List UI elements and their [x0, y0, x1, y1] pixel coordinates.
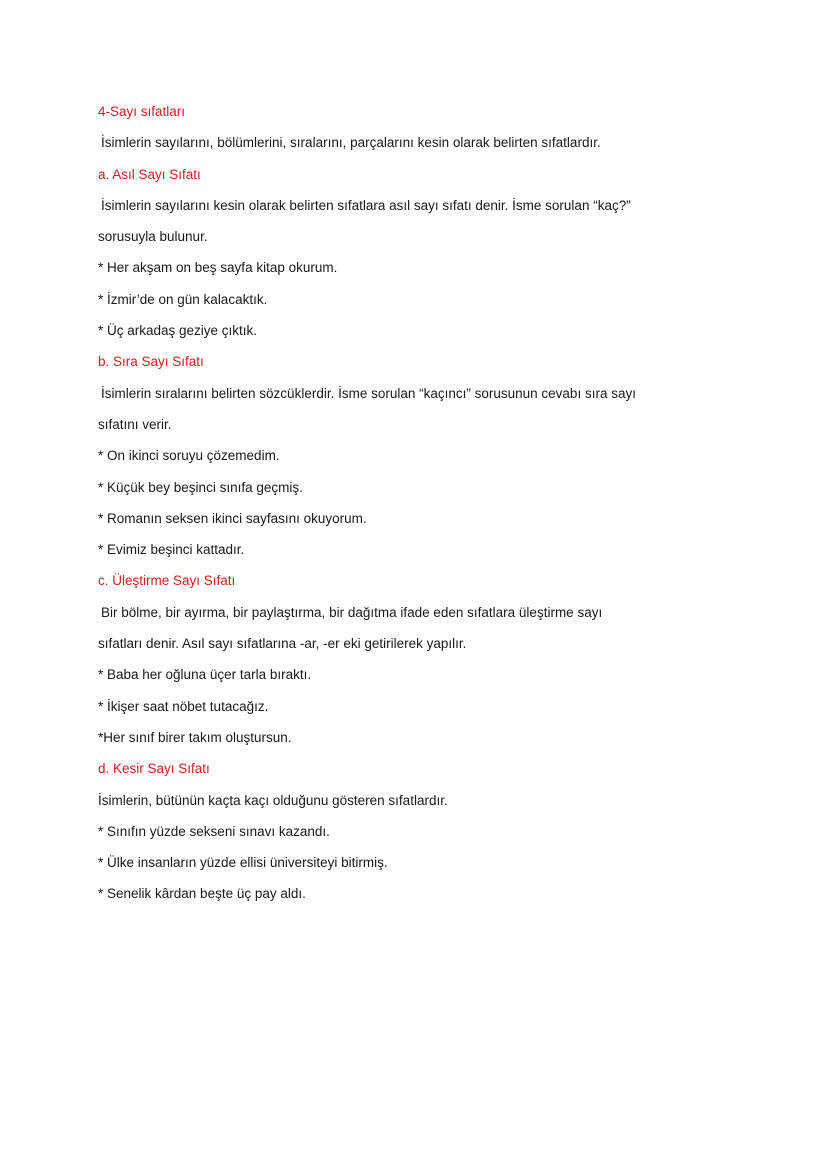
example-line: * Sınıfın yüzde sekseni sınavı kazandı. [98, 823, 330, 839]
paragraph-line: sıfatını verir. [98, 416, 172, 432]
example-line: * Evimiz beşinci kattadır. [98, 542, 245, 558]
example-line: * Her akşam on beş sayfa kitap okurum. [98, 260, 338, 276]
example-line: * Baba her oğluna üçer tarla bıraktı. [98, 667, 312, 683]
example-line: * Romanın seksen ikinci sayfasını okuyorum. [98, 510, 367, 526]
example-line: * İkişer saat nöbet tutacağız. [98, 698, 269, 714]
example-line: * Üç arkadaş geziye çıktık. [98, 323, 258, 339]
paragraph-line: İsimlerin sayılarını kesin olarak belirten sıfatlara asıl sayı sıfatı denir. İsme sorulan “kaç?” [101, 197, 631, 213]
section-heading: b. Sıra Sayı Sıfatı [98, 354, 204, 370]
example-line: * On ikinci soruyu çözemedim. [98, 448, 280, 464]
example-line: * Ülke insanların yüzde ellisi üniversiteyi bitirmiş. [98, 855, 388, 871]
example-line: *Her sınıf birer takım oluştursun. [98, 729, 292, 745]
example-line: * Senelik kârdan beşte üç pay aldı. [98, 886, 306, 902]
paragraph-line: sorusuyla bulunur. [98, 229, 208, 245]
paragraph-line: İsimlerin sayılarını, bölümlerini, sıralarını, parçalarını kesin olarak belirten sıfatlardır. [101, 135, 601, 151]
document-page [98, 96, 738, 910]
section-heading: d. Kesir Sayı Sıfatı [98, 761, 210, 777]
paragraph-line: İsimlerin sıralarını belirten sözcüklerdir. İsme sorulan “kaçıncı” sorusunun cevabı sıra sayı [101, 385, 636, 401]
section-heading: a. Asıl Sayı Sıfatı [98, 166, 201, 182]
paragraph-line: Bir bölme, bir ayırma, bir paylaştırma, bir dağıtma ifade eden sıfatlara üleştirme sayı [101, 604, 603, 620]
example-line: * Küçük bey beşinci sınıfa geçmiş. [98, 479, 303, 495]
paragraph-line: sıfatları denir. Asıl sayı sıfatlarına -ar, -er eki getirilerek yapılır. [98, 636, 467, 652]
example-line: * İzmir’de on gün kalacaktık. [98, 291, 268, 307]
paragraph-line: İsimlerin, bütünün kaçta kaçı olduğunu gösteren sıfatlardır. [98, 792, 448, 808]
section-heading: c. Üleştirme Sayı Sıfatı [98, 573, 236, 589]
section-heading: 4-Sayı sıfatları [98, 104, 186, 119]
